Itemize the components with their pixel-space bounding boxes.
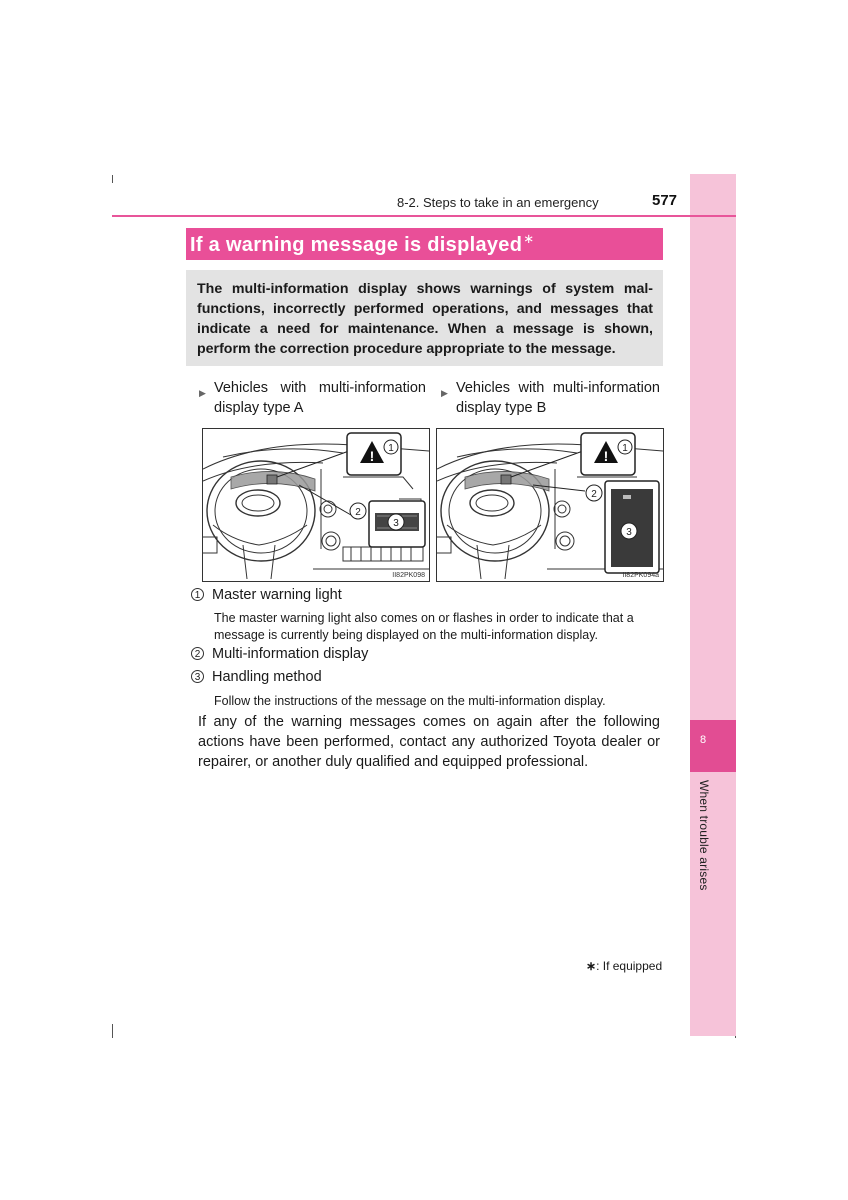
footnote-text: : If equipped xyxy=(596,959,663,973)
callout-2: 2 xyxy=(355,507,361,518)
legend-item-1 xyxy=(191,587,342,603)
item-description: The master warning light also comes on or flashes in order to indicate that a message is currently being displayed on the multi-information display. xyxy=(214,611,634,642)
figure-code: II82PK094a xyxy=(622,572,659,579)
chapter-number: 8 xyxy=(700,734,707,746)
item-description: Follow the instructions of the message on the multi-information display. xyxy=(214,694,606,708)
footnote-marker: ∗ xyxy=(586,959,597,973)
chapter-label: When trouble arises xyxy=(697,780,711,891)
running-header: 8-2. Steps to take in an emergency xyxy=(397,195,599,210)
item-number: 2 xyxy=(191,647,204,660)
callout-1: 1 xyxy=(388,443,394,454)
variant-label-a xyxy=(199,378,426,418)
variant-label: Vehicles with multi-information display type A xyxy=(214,380,426,416)
item-label: Master warning light xyxy=(212,587,342,603)
item-label: Multi-information display xyxy=(212,646,369,662)
figure-display-type-b xyxy=(436,428,664,582)
chapter-number-badge xyxy=(690,720,736,772)
triangle-bullet-icon: ▶ xyxy=(441,388,448,398)
variant-label-b xyxy=(441,378,660,418)
crop-mark xyxy=(112,175,113,183)
figure-code: II82PK098 xyxy=(392,572,425,579)
item-number: 3 xyxy=(191,670,204,683)
crop-mark xyxy=(112,1024,113,1038)
page-number: 577 xyxy=(652,192,678,209)
intro-text: The multi-information display shows warnings of system mal-functions, incorrectly performed operations, and messages that indicate a need for maintenance. When a message is shown, perform the correction procedure appropriate to the message. xyxy=(197,281,653,357)
variant-label: Vehicles with multi-information display type B xyxy=(456,380,660,416)
section-title-bar xyxy=(186,228,663,260)
footnote xyxy=(586,959,662,973)
callout-1: 1 xyxy=(622,443,628,454)
if-equipped-marker: ∗ xyxy=(523,231,535,246)
callout-3: 3 xyxy=(626,527,632,538)
closing-paragraph: If any of the warning messages comes on again after the following actions have been performed, contact any authorized Toyota dealer or repairer, or another duly qualified and equipped professional. xyxy=(198,714,660,770)
callout-2: 2 xyxy=(591,489,597,500)
triangle-bullet-icon: ▶ xyxy=(199,388,206,398)
figure-display-type-a xyxy=(202,428,430,582)
chapter-side-tab xyxy=(690,174,736,1036)
section-title: If a warning message is displayed∗ xyxy=(190,231,535,256)
legend-item-2 xyxy=(191,646,368,662)
dashboard-illustration xyxy=(437,429,663,581)
callout-3: 3 xyxy=(393,518,399,529)
item-number: 1 xyxy=(191,588,204,601)
legend-item-3 xyxy=(191,669,322,685)
header-rule xyxy=(112,215,736,217)
svg-text:!: ! xyxy=(603,448,609,464)
item-label: Handling method xyxy=(212,669,322,685)
intro-box xyxy=(186,270,663,366)
svg-text:!: ! xyxy=(369,448,375,464)
dashboard-illustration xyxy=(203,429,429,581)
